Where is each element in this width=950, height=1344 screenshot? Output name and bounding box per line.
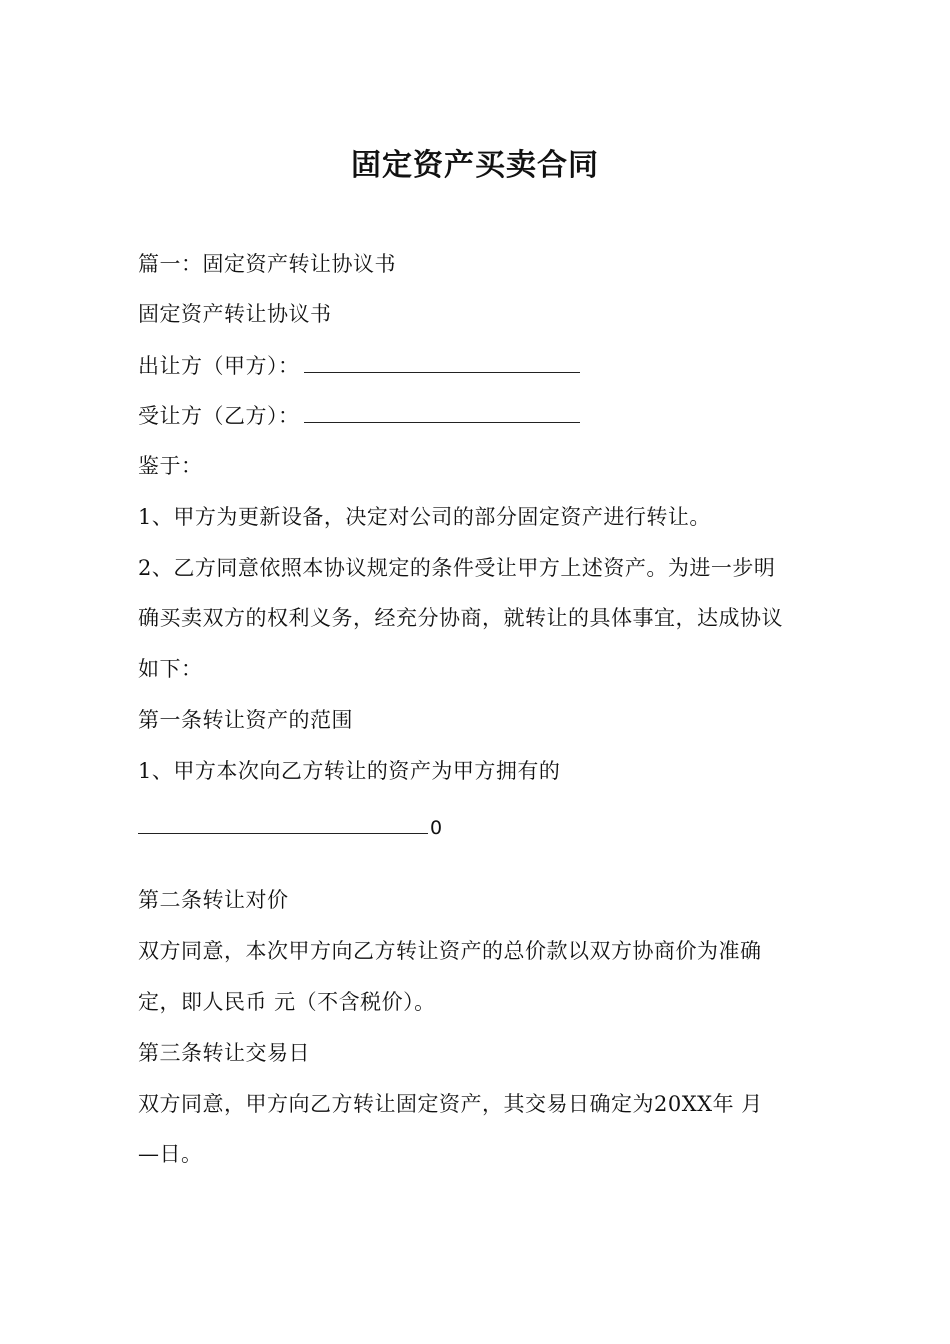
recital-item-2-line-1: 2、乙方同意依照本协议规定的条件受让甲方上述资产。为进一步明 — [138, 556, 776, 580]
recital-item-2-line-3: 如下： — [138, 657, 203, 681]
section-heading: 篇一：固定资产转让协议书 — [138, 252, 396, 276]
party-a-blank — [304, 350, 580, 373]
article-3-title: 第三条转让交易日 — [138, 1041, 310, 1065]
article-2-line-1: 双方同意，本次甲方向乙方转让资产的总价款以双方协商价为准确 — [138, 939, 762, 963]
article-3-line-2: —日。 — [138, 1142, 203, 1166]
asset-description-blank — [138, 811, 428, 834]
article-1-title: 第一条转让资产的范围 — [138, 708, 353, 732]
party-a-line — [138, 350, 580, 381]
recital-item-1: 1、甲方为更新设备，决定对公司的部分固定资产进行转让。 — [138, 505, 711, 529]
article-1-blank-line — [138, 811, 443, 843]
party-b-line — [138, 400, 580, 431]
article-3-line-1: 双方同意，甲方向乙方转让固定资产，其交易日确定为20XX年 月 — [138, 1092, 763, 1116]
party-b-blank — [304, 400, 580, 423]
article-2-title: 第二条转让对价 — [138, 888, 289, 912]
party-b-label: 受让方（乙方）： — [138, 404, 300, 428]
blank-suffix: 0 — [430, 817, 443, 839]
whereas-label: 鉴于： — [138, 454, 203, 478]
party-a-label: 出让方（甲方）： — [138, 354, 300, 378]
agreement-subtitle: 固定资产转让协议书 — [138, 302, 332, 326]
article-2-line-2: 定，即人民币 元（不含税价）。 — [138, 990, 436, 1014]
document-title: 固定资产买卖合同 — [351, 148, 599, 183]
article-1-item-1: 1、甲方本次向乙方转让的资产为甲方拥有的 — [138, 759, 561, 783]
recital-item-2-line-2: 确买卖双方的权利义务，经充分协商，就转让的具体事宜，达成协议 — [138, 606, 783, 630]
